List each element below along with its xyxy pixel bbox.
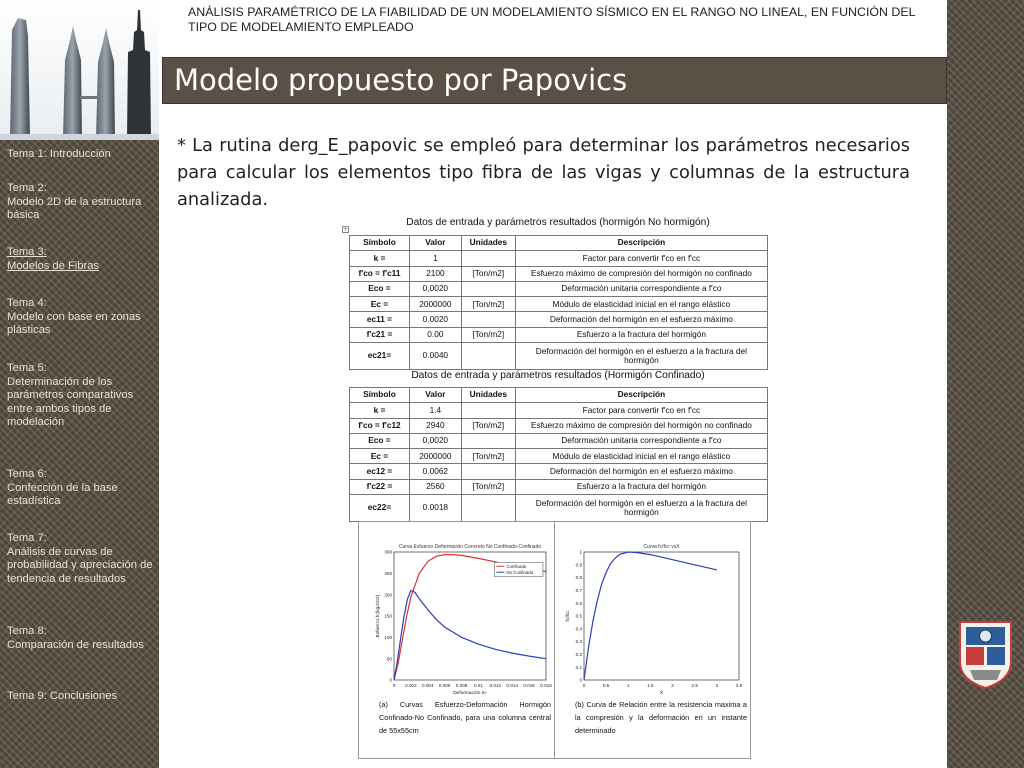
symbol-cell: k =	[350, 403, 410, 418]
nav-item-tema-2[interactable]: Tema 2: Modelo 2D de la estructura básica	[7, 182, 142, 221]
nav-item-tema-1[interactable]: Tema 1: Introducción	[7, 148, 111, 160]
y-tick-label: 200	[384, 592, 392, 598]
table-row	[350, 281, 768, 296]
x-tick-label: 0.008	[455, 683, 468, 688]
y-tick-label: 50	[386, 656, 392, 662]
x-tick-label: 1.5	[647, 683, 654, 688]
value-cell: 0,0020	[409, 433, 461, 448]
value-cell: 0.0020	[409, 312, 461, 327]
chart-title: Curva Esfuerzo Deformación Concreto No Confinado-Confinado	[398, 544, 542, 550]
symbol-cell: f'co = f'c12	[350, 418, 410, 433]
x-tick-label: 0.5	[602, 683, 610, 688]
x-axis-label: Deformación ec	[453, 691, 487, 696]
symbol-cell: k =	[350, 251, 410, 266]
university-logo	[957, 618, 1014, 690]
symbol-cell: Ec =	[350, 297, 410, 312]
x-tick-label: 0.004	[422, 683, 434, 688]
description-cell: Esfuerzo máximo de compresión del hormigón no confinado	[515, 418, 767, 433]
legend-label: No Confinado	[506, 569, 534, 575]
x-tick-label: 0.006	[438, 683, 451, 688]
y-tick-label: 0.9	[575, 562, 582, 568]
table-header-cell: Descripción	[515, 236, 767, 251]
chart-title: Curva fc/fcc vsX	[643, 544, 680, 550]
y-tick-label: 300	[384, 549, 392, 555]
units-cell	[461, 403, 515, 418]
nav-item-tema-8[interactable]: Tema 8: Comparación de resultados	[7, 625, 144, 651]
description-cell: Deformación del hormigón en el esfuerzo a la fractura del hormigón	[515, 495, 767, 522]
x-axis-label: X	[659, 691, 664, 696]
units-cell	[461, 433, 515, 448]
value-cell: 2940	[409, 418, 461, 433]
value-cell: 0.0040	[409, 343, 461, 370]
description-cell: Esfuerzo a la fractura del hormigón	[515, 479, 767, 494]
symbol-cell: ec22=	[350, 495, 410, 522]
description-cell: Deformación del hormigón en el esfuerzo máximo	[515, 464, 767, 479]
description-cell: Esfuerzo a la fractura del hormigón	[515, 327, 767, 342]
table-anchor-icon: +	[343, 226, 349, 233]
table-header-row	[350, 388, 768, 403]
y-tick-label: 100	[384, 634, 392, 640]
symbol-cell: ec21=	[350, 343, 410, 370]
table-header-cell: Unidades	[461, 388, 515, 403]
value-cell: 0.0018	[409, 495, 461, 522]
x-tick-label: 0	[392, 683, 396, 688]
presentation-header: ANÁLISIS PARAMÉTRICO DE LA FIABILIDAD DE UN MODELAMIENTO SÍSMICO EN EL RANGO NO LINEAL, EN FUNCIÓN DEL TIPO DE MODELAMIENTO EMPLEADO	[188, 5, 916, 34]
y-tick-label: 0.7	[575, 588, 582, 593]
figure-caption-b: (b) Curva de Relación entre la resistencia maxima a la compresión y la deformación en un instante determinado	[575, 700, 747, 735]
nav-item-tema-3[interactable]: Tema 3: Modelos de Fibras	[7, 246, 100, 272]
units-cell	[461, 343, 515, 370]
description-cell: Factor para convertir f'co en f'cc	[515, 251, 767, 266]
x-tick-label: 0	[582, 683, 586, 688]
symbol-cell: Eco =	[350, 433, 410, 448]
table-row	[350, 449, 768, 464]
units-cell: [Ton/m2]	[461, 297, 515, 312]
table-row	[350, 418, 768, 433]
table-header-cell: Valor	[409, 236, 461, 251]
units-cell: [Ton/m2]	[461, 449, 515, 464]
y-tick-label: 0.6	[575, 600, 582, 606]
body-paragraph: * La rutina derg_E_papovic se empleó para determinar los parámetros necesarios para calcular los elementos tipo fibra de las vigas y columnas de la estructura analizada.	[177, 135, 910, 210]
units-cell	[461, 251, 515, 266]
table-row	[350, 403, 768, 418]
value-cell: 1	[409, 251, 461, 266]
legend-label: Confinado	[506, 563, 527, 569]
x-tick-label: 1	[627, 683, 630, 688]
y-tick-label: 250	[384, 570, 392, 576]
x-tick-label: 3.5	[735, 683, 743, 688]
figure-panel	[358, 521, 751, 759]
table-row	[350, 464, 768, 479]
y-tick-label: 1	[579, 549, 582, 555]
y-tick-label: 150	[384, 613, 392, 619]
y-tick-label: 0.2	[575, 652, 582, 657]
value-cell: 2000000	[409, 449, 461, 464]
units-cell: [Ton/m2]	[461, 327, 515, 342]
units-cell	[461, 312, 515, 327]
value-cell: 1.4	[409, 403, 461, 418]
skyline-image	[0, 0, 159, 140]
x-tick-label: 0.016	[523, 683, 535, 688]
slide-title: Modelo propuesto por Papovics	[174, 63, 628, 97]
chart-stress-strain	[360, 542, 554, 714]
table-row	[350, 297, 768, 312]
table-header-cell: Símbolo	[350, 236, 410, 251]
table-row	[350, 495, 768, 522]
description-cell: Deformación del hormigón en el esfuerzo máximo	[515, 312, 767, 327]
table-header-cell: Símbolo	[350, 388, 410, 403]
value-cell: 2000000	[409, 297, 461, 312]
x-tick-label: 0.002	[405, 683, 417, 688]
y-tick-label: 0.8	[575, 575, 582, 581]
symbol-cell: f'co = f'c11	[350, 266, 410, 281]
nav-item-tema-5[interactable]: Tema 5: Determinación de los parámetros comparativos entre ambos tipos de modelación	[7, 362, 134, 428]
symbol-cell: ec12 =	[350, 464, 410, 479]
parameters-table-unconfined	[349, 235, 768, 370]
units-cell: [Ton/m2]	[461, 479, 515, 494]
title-bar	[162, 57, 947, 104]
x-tick-label: 2	[671, 683, 674, 688]
y-tick-label: 0.4	[575, 626, 582, 632]
y-tick-label: 0	[389, 677, 392, 683]
y-tick-label: 0.1	[575, 664, 582, 670]
table-header-cell: Valor	[409, 388, 461, 403]
description-cell: Deformación del hormigón en el esfuerzo a la fractura del hormigón	[515, 343, 767, 370]
description-cell: Deformación unitaria correspondiente a f'co	[515, 281, 767, 296]
x-tick-label: 0.01	[473, 683, 483, 688]
nav-item-tema-9[interactable]: Tema 9: Conclusiones	[7, 690, 118, 702]
units-cell: [Ton/m2]	[461, 266, 515, 281]
description-cell: Esfuerzo máximo de compresión del hormigón no confinado	[515, 266, 767, 281]
topic-nav	[0, 140, 159, 768]
table-row	[350, 479, 768, 494]
value-cell: 0.0062	[409, 464, 461, 479]
nav-item-tema-7[interactable]: Tema 7: Análisis de curvas de probabilidad y apreciación de tendencia de resultados	[7, 532, 153, 585]
units-cell	[461, 281, 515, 296]
figure-divider	[554, 522, 555, 758]
table-row	[350, 327, 768, 342]
symbol-cell: Eco =	[350, 281, 410, 296]
nav-item-tema-6[interactable]: Tema 6: Confección de la base estadística	[7, 468, 118, 507]
description-cell: Módulo de elasticidad inicial en el rango elástico	[515, 297, 767, 312]
x-tick-label: 2.5	[691, 683, 698, 688]
x-tick-label: 0.014	[506, 683, 518, 688]
x-tick-label: 3	[715, 683, 719, 688]
description-cell: Módulo de elasticidad inicial en el rango elástico	[515, 449, 767, 464]
table-header-cell: Unidades	[461, 236, 515, 251]
units-cell	[461, 495, 515, 522]
value-cell: 2100	[409, 266, 461, 281]
y-tick-label: 0.3	[575, 639, 582, 645]
symbol-cell: f'c22 =	[350, 479, 410, 494]
description-cell: Factor para convertir f'co en f'cc	[515, 403, 767, 418]
symbol-cell: Ec =	[350, 449, 410, 464]
x-tick-label: 0.018	[540, 683, 552, 688]
y-tick-label: 0.5	[575, 613, 582, 619]
chart-fc-ratio	[556, 542, 751, 714]
value-cell: 0,0020	[409, 281, 461, 296]
table-row	[350, 433, 768, 448]
table-header-cell: Descripción	[515, 388, 767, 403]
table-row	[350, 343, 768, 370]
table-header-row	[350, 236, 768, 251]
table-row	[350, 312, 768, 327]
left-sidebar	[0, 0, 159, 768]
y-tick-label: 0	[579, 677, 582, 683]
value-cell: 0.00	[409, 327, 461, 342]
figure-caption-a: (a) Curvas Esfuerzo-Deformación Hormigón Confinado-No Confinado, para una columna central de 55x55cm	[379, 700, 551, 735]
symbol-cell: f'c21 =	[350, 327, 410, 342]
units-cell	[461, 464, 515, 479]
units-cell: [Ton/m2]	[461, 418, 515, 433]
x-tick-label: 0.012	[489, 683, 502, 688]
table2-caption: Datos de entrada y parámetros resultados (Hormigón Confinado)	[411, 370, 705, 381]
table1-caption: Datos de entrada y parámetros resultados (hormigón No hormigón)	[406, 217, 710, 228]
y-axis-label: fc/fcc	[566, 610, 571, 622]
value-cell: 2560	[409, 479, 461, 494]
parameters-table-confined	[349, 387, 768, 522]
table-row	[350, 251, 768, 266]
description-cell: Deformación unitaria correspondiente a f'co	[515, 433, 767, 448]
nav-item-tema-4[interactable]: Tema 4: Modelo con base en zonas plásticas	[7, 297, 141, 336]
y-axis-label: Esfuerzo fc(kg/cm2)	[376, 594, 381, 638]
table-row	[350, 266, 768, 281]
symbol-cell: ec11 =	[350, 312, 410, 327]
